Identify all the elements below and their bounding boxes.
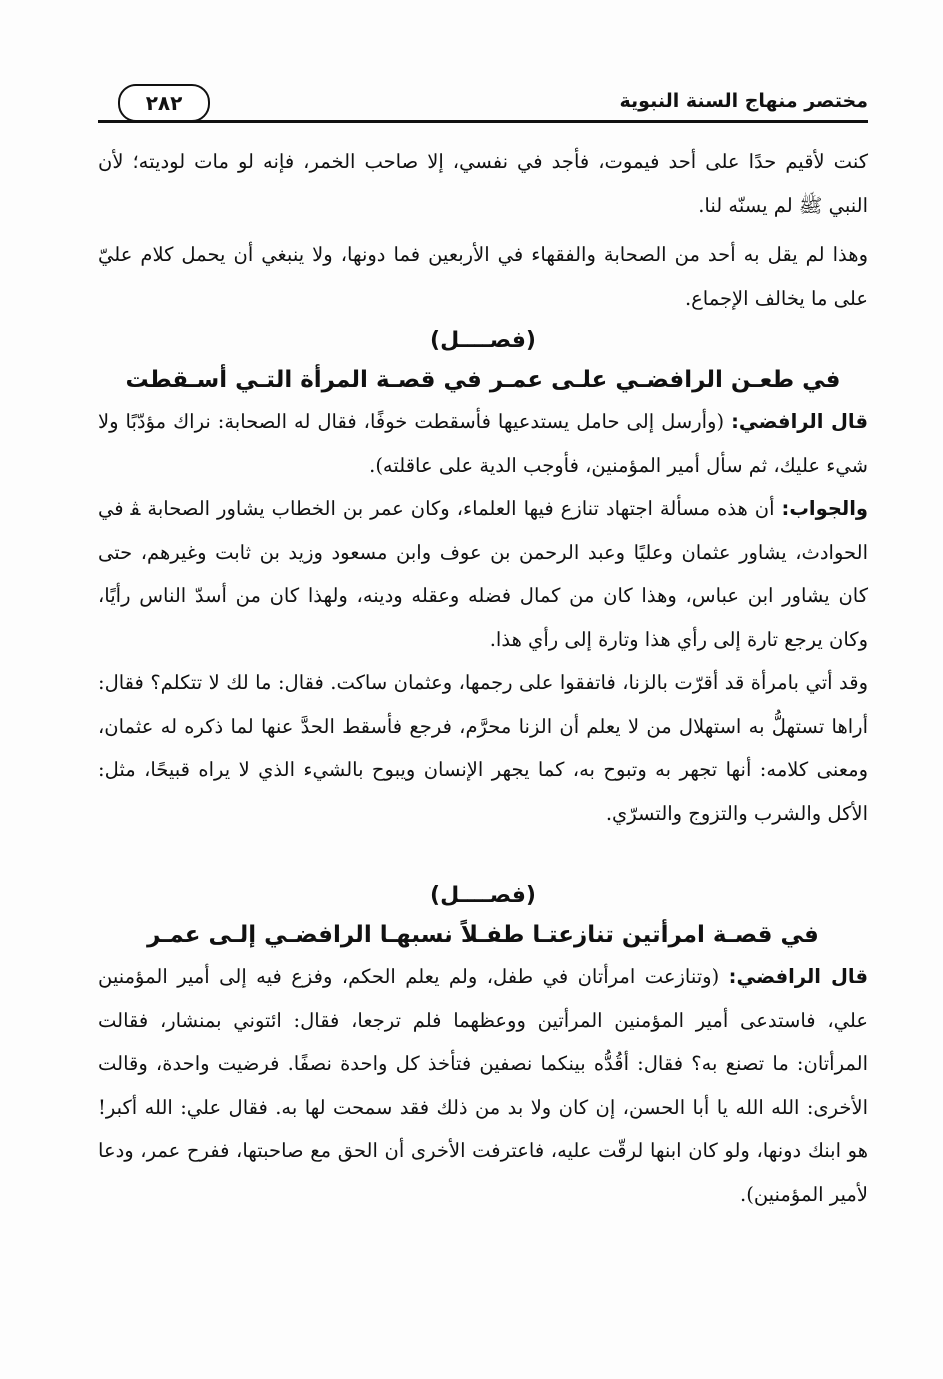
paragraph-text: أن هذه مسألة اجتهاد تنازع فيها العلماء، وكان عمر بن الخطاب يشاور الصحابة ﭭ في الحوادث، يشاور عثمان وعليًا وعبد الرحمن بن عوف وابن مسعود وزيد بن ثابت وغيرهم، حتى كان يشاور ابن عباس، وهذا كان من كمال فضله وعقله ودينه، ولهذا كان من أسدّ الناس رأيًا، وكان يرجع تارة إلى رأي هذا وتارة إلى رأي هذا. [98, 497, 868, 651]
paragraph: كنت لأقيم حدًا على أحد فيموت، فأجد في نفسي، إلا صاحب الخمر، فإنه لو مات لوديته؛ لأن النبي ﷺ لم يسنّه لنا. [98, 150, 868, 217]
running-title: مختصر منهاج السنة النبوية [619, 90, 868, 112]
section-title: في طعـن الرافضـي علـى عمـر في قصـة المرأة التـي أسـقطت [125, 367, 841, 393]
header-divider [98, 120, 868, 123]
paragraph-lead: قال الرافضي: [728, 965, 868, 988]
page-number-badge [118, 84, 210, 122]
section-title: في قصـة امرأتين تنازعتـا طفـلاً نسبهـا الرافضـي إلـى عمـر [147, 922, 819, 948]
paragraph: وهذا لم يقل به أحد من الصحابة والفقهاء في الأربعين فما دونها، ولا ينبغي أن يحمل كلام عليّ على ما يخالف الإجماع. [98, 243, 868, 310]
page-body [98, 140, 868, 1216]
paragraph-text: (وأرسل إلى حامل يستدعيها فأسقطت خوفًا، فقال له الصحابة: نراك مؤدّبًا ولا شيء عليك، ثم سأل أمير المؤمنين، فأوجب الدية على عاقلته). [98, 410, 868, 477]
section-spacer [98, 835, 868, 877]
paragraph [98, 400, 868, 487]
page-number: ٢٨٢ [145, 91, 183, 115]
paragraph [98, 955, 868, 1216]
section-label: (فصــــل) [430, 328, 536, 353]
paragraph: وقد أتي بامرأة قد أقرّت بالزنا، فاتفقوا على رجمها، وعثمان ساكت. فقال: ما لك لا تتكلم؟ فقال: أراها تستهلُّ به استهلال من لا يعلم أن الزنا محرَّم، فرجع فأسقط الحدَّ عنها لما ذكره له عثمان، ومعنى كلامه: أنها تجهر به وتبوح به، كما يجهر الإنسان ويبوح بالشيء الذي لا يراه قبيحًا، مثل: الأكل والشرب والتزوج والتسرّي. [98, 671, 868, 825]
paragraph-lead: قال الرافضي: [731, 410, 868, 433]
paragraph-text: (وتنازعت امرأتان في طفل، ولم يعلم الحكم، وفزع فيه إلى أمير المؤمنين علي، فاستدعى أمير المؤمنين المرأتين ووعظهما فلم ترجعا، فقال: ائتوني بمنشار، فقالت المرأتان: ما تصنع به؟ فقال: أقُدُّه بينكما نصفين فتأخذ كل واحدة نصفًا. فرضيت واحدة، وقالت الأخرى: الله الله يا أبا الحسن، إن كان ولا بد من ذلك فقد سمحت لها به. فقال علي: الله أكبر! هو ابنك دونها، ولو كان ابنها لرقّت عليه، فاعترفت الأخرى أن الحق مع صاحبتها، ففرح عمر، ودعا لأمير المؤمنين). [98, 965, 868, 1206]
page-header [98, 84, 868, 130]
paragraph-lead: والجواب: [781, 497, 868, 520]
section-label: (فصــــل) [430, 883, 536, 908]
paragraph [98, 487, 868, 661]
